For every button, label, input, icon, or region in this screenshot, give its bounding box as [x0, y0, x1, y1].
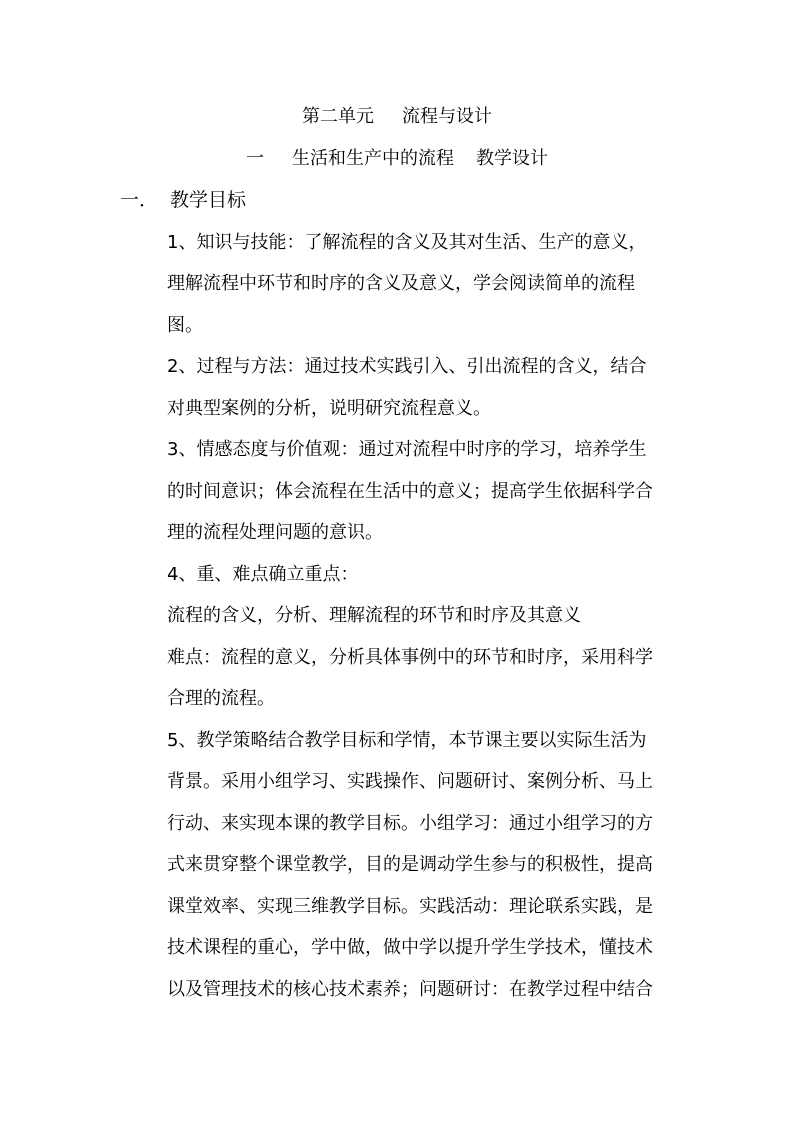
paragraph-line: 图。: [167, 315, 203, 336]
section-title: 教学目标: [170, 189, 247, 211]
paragraph-line: 1、知识与技能：了解流程的含义及其对生活、生产的意义，: [167, 232, 647, 253]
paragraph-line: 理的流程处理问题的意识。: [167, 522, 383, 543]
paragraph-line: 合理的流程。: [167, 688, 275, 709]
unit-topic: 流程与设计: [402, 106, 492, 127]
paragraph-line: 理解流程中环节和时序的含义及意义，学会阅读简单的流程: [167, 273, 635, 294]
paragraph-line: 4、重、难点确立重点：: [167, 564, 359, 585]
document-title: [0, 106, 794, 128]
paragraph-line: 3、情感态度与价值观：通过对流程中时序的学习，培养学生: [167, 439, 647, 460]
section-number: 一．: [120, 189, 159, 211]
paragraph-line: 以及管理技术的核心技术素养；问题研讨：在教学过程中结合: [167, 979, 653, 1000]
section-heading: [120, 189, 246, 211]
paragraph-line: 技术课程的重心，学中做，做中学以提升学生学技术，懂技术: [167, 937, 653, 958]
lesson-title: 生活和生产中的流程: [292, 148, 454, 169]
paragraph-line: 行动、来实现本课的教学目标。小组学习：通过小组学习的方: [167, 813, 653, 834]
paragraph-line: 背景。采用小组学习、实践操作、问题研讨、案例分析、马上: [167, 771, 653, 792]
paragraph-line: 课堂效率、实现三维教学目标。实践活动：理论联系实践，是: [167, 896, 653, 917]
lesson-type: 教学设计: [476, 148, 548, 169]
paragraph-line: 难点：流程的意义，分析具体事例中的环节和时序，采用科学: [167, 647, 653, 668]
paragraph-line: 流程的含义，分析、理解流程的环节和时序及其意义: [167, 605, 581, 626]
paragraph-line: 2、过程与方法：通过技术实践引入、引出流程的含义，结合: [167, 356, 647, 377]
lesson-number: 一: [246, 148, 264, 169]
paragraph-line: 式来贯穿整个课堂教学，目的是调动学生参与的积极性，提高: [167, 854, 653, 875]
paragraph-line: 5、教学策略结合教学目标和学情，本节课主要以实际生活为: [167, 730, 647, 751]
unit-label: 第二单元: [302, 106, 374, 127]
document-subtitle: [0, 148, 794, 170]
paragraph-line: 的时间意识；体会流程在生活中的意义；提高学生依据科学合: [167, 481, 653, 502]
paragraph-line: 对典型案例的分析，说明研究流程意义。: [167, 398, 491, 419]
